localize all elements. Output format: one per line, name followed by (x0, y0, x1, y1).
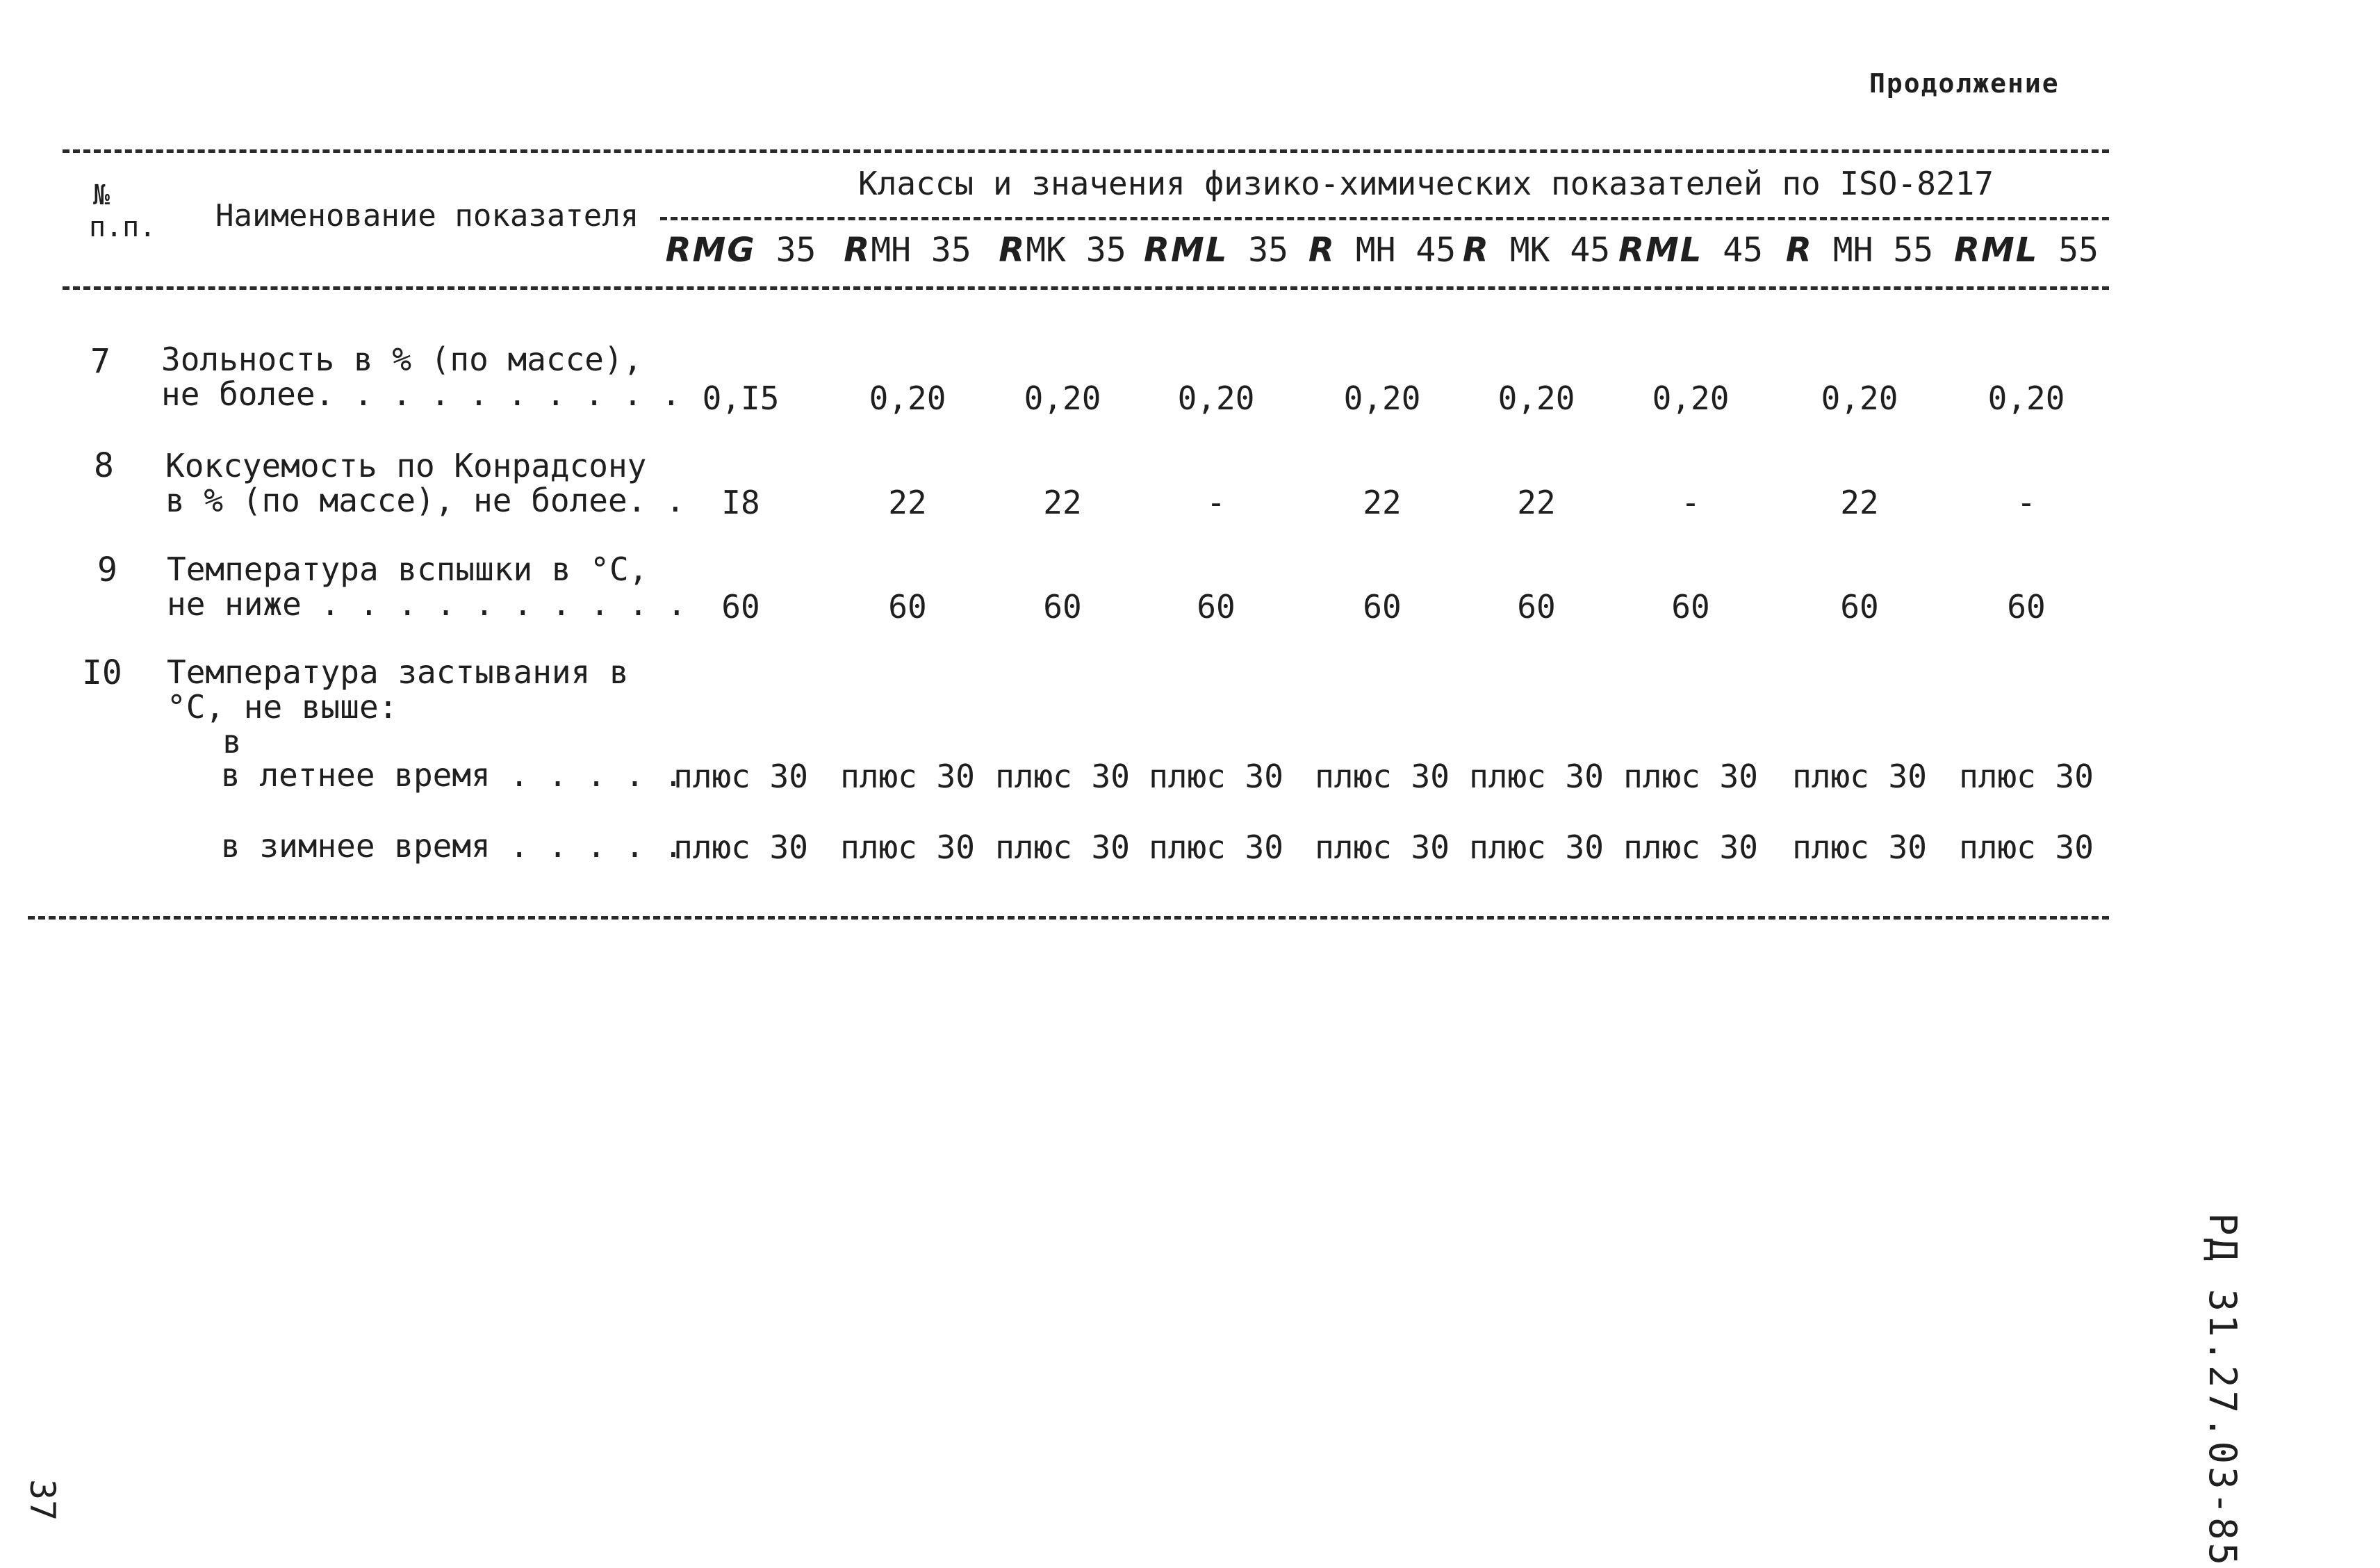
row-label: Зольность в % (по массе), не более. . . . . . . . . . (161, 341, 681, 413)
document-code: РД 31.27.03-85 (2201, 1213, 2244, 1568)
table-cell: 60 (888, 588, 927, 626)
table-cell: - (1681, 484, 1700, 521)
class-header-rmk45: R MK 45 (1462, 231, 1611, 270)
table-cell: - (1206, 484, 1226, 521)
row-label: Температура вспышки в °С, не ниже . . . . . . . . . . (167, 550, 687, 623)
class-header-rmg35: RMG 35 (665, 231, 816, 270)
table-cell: 22 (1043, 484, 1082, 521)
table-cell: плюс 30 (1623, 828, 1758, 866)
class-header-rmh35: RMH 35 (844, 231, 971, 270)
table-cell: - (2017, 484, 2036, 521)
table-cell: 0,20 (869, 379, 946, 417)
row-number: I0 (82, 653, 122, 692)
table-cell: I8 (721, 484, 760, 521)
classes-group-header: Классы и значения физико-химических показателей по ISO-8217 (858, 165, 1994, 202)
table-cell: 60 (1043, 588, 1082, 626)
group-header-rule (660, 217, 2109, 220)
row-number: 9 (97, 550, 117, 589)
table-cell: плюс 30 (995, 758, 1130, 795)
table-cell: плюс 30 (673, 758, 808, 795)
row-label: Температура застывания в °С, не выше: в (167, 653, 629, 760)
table-cell: плюс 30 (1315, 758, 1450, 795)
table-cell: 60 (721, 588, 760, 626)
table-cell: 60 (1197, 588, 1236, 626)
class-header-rmh45: R MH 45 (1308, 231, 1456, 270)
table-cell: плюс 30 (1959, 758, 2094, 795)
table-cell: 60 (1517, 588, 1556, 626)
table-cell: 0,I5 (702, 379, 780, 417)
table-bottom-rule (28, 916, 2109, 920)
table-cell: плюс 30 (840, 828, 975, 866)
table-cell: плюс 30 (1792, 758, 1927, 795)
row-label-summer: в летнее время . . . . . (221, 756, 683, 794)
table-cell: 0,20 (1024, 379, 1101, 417)
number-sign: № (93, 179, 110, 211)
class-header-rml35: RML 35 (1143, 231, 1288, 270)
table-cell: плюс 30 (1792, 828, 1927, 866)
row-number: 7 (90, 342, 110, 381)
table-cell: 60 (1840, 588, 1879, 626)
row-label: Коксуемость по Конрадсону в % (по массе), не более. . (165, 447, 685, 519)
continuation-label: Продолжение (1869, 68, 2060, 99)
page-number: 37 (22, 1479, 63, 1521)
class-header-rmh55: R MH 55 (1785, 231, 1934, 270)
class-header-rml55: RML 55 (1953, 231, 2099, 270)
table-cell: плюс 30 (1469, 758, 1604, 795)
table-cell: плюс 30 (673, 828, 808, 866)
table-cell: плюс 30 (995, 828, 1130, 866)
indicator-name-header: Наименование показателя (215, 198, 639, 234)
row-number: 8 (94, 446, 114, 485)
table-cell: плюс 30 (1149, 758, 1283, 795)
table-cell: 60 (1363, 588, 1402, 626)
table-cell: 0,20 (1497, 379, 1575, 417)
table-cell: 22 (1363, 484, 1402, 521)
table-cell: плюс 30 (1469, 828, 1604, 866)
table-cell: плюс 30 (840, 758, 975, 795)
table-cell: 22 (888, 484, 927, 521)
table-cell: плюс 30 (1315, 828, 1450, 866)
table-cell: 0,20 (1343, 379, 1421, 417)
class-header-rmk35: RMK 35 (999, 231, 1126, 270)
table-cell: плюс 30 (1959, 828, 2094, 866)
table-cell: 22 (1840, 484, 1879, 521)
header-bottom-rule (63, 286, 2109, 290)
table-cell: 60 (2007, 588, 2046, 626)
table-cell: 0,20 (1652, 379, 1730, 417)
table-cell: 60 (1671, 588, 1710, 626)
table-cell: 0,20 (1987, 379, 2065, 417)
number-abbrev: п.п. (89, 211, 156, 243)
class-header-rml45: RML 45 (1618, 231, 1763, 270)
table-cell: 0,20 (1821, 379, 1898, 417)
table-cell: 22 (1517, 484, 1556, 521)
table-cell: плюс 30 (1149, 828, 1283, 866)
table-cell: 0,20 (1177, 379, 1255, 417)
table-cell: плюс 30 (1623, 758, 1758, 795)
header-top-rule (63, 149, 2109, 153)
number-header (89, 179, 156, 243)
row-label-winter: в зимнее время . . . . . (221, 827, 683, 865)
